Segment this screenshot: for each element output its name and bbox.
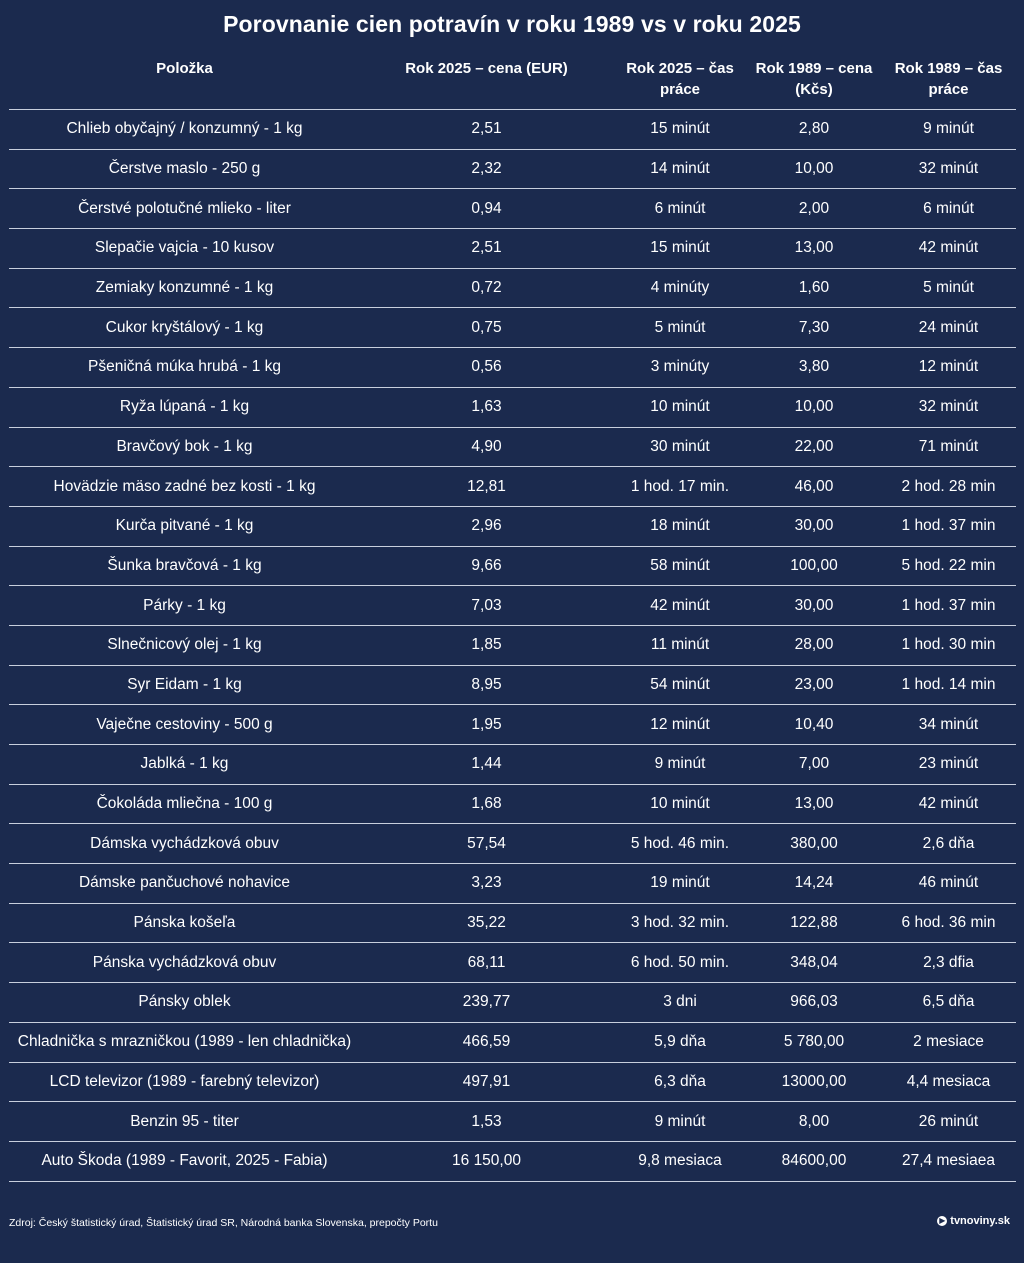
table-row	[9, 943, 1016, 983]
table-row	[9, 506, 1016, 546]
cell-worktime-2025: 15 minút	[613, 229, 747, 269]
cell-worktime-2025: 10 minút	[613, 387, 747, 427]
cell-price-2025: 12,81	[360, 467, 613, 507]
cell-worktime-2025: 14 minút	[613, 149, 747, 189]
cell-price-2025: 7,03	[360, 586, 613, 626]
table-row	[9, 546, 1016, 586]
cell-worktime-1989: 27,4 mesiaea	[881, 1141, 1016, 1181]
cell-price-2025: 9,66	[360, 546, 613, 586]
table-row	[9, 110, 1016, 150]
cell-worktime-2025: 11 minút	[613, 625, 747, 665]
cell-worktime-2025: 6 hod. 50 min.	[613, 943, 747, 983]
cell-price-2025: 1,95	[360, 705, 613, 745]
cell-price-2025: 4,90	[360, 427, 613, 467]
cell-worktime-1989: 1 hod. 37 min	[881, 586, 1016, 626]
cell-price-1989: 14,24	[747, 864, 881, 904]
cell-worktime-1989: 42 minút	[881, 229, 1016, 269]
cell-worktime-1989: 2,6 dňa	[881, 824, 1016, 864]
cell-worktime-2025: 18 minút	[613, 506, 747, 546]
cell-worktime-2025: 30 minút	[613, 427, 747, 467]
cell-worktime-1989: 12 minút	[881, 348, 1016, 388]
table-row	[9, 625, 1016, 665]
cell-worktime-1989: 1 hod. 37 min	[881, 506, 1016, 546]
table-row	[9, 387, 1016, 427]
table-row	[9, 308, 1016, 348]
cell-worktime-1989: 23 minút	[881, 745, 1016, 785]
play-circle-icon: ▶	[939, 1216, 946, 1225]
cell-item: Bravčový bok - 1 kg	[9, 427, 360, 467]
cell-item: Čokoláda mliečna - 100 g	[9, 784, 360, 824]
cell-price-2025: 1,68	[360, 784, 613, 824]
cell-price-1989: 3,80	[747, 348, 881, 388]
cell-price-2025: 1,63	[360, 387, 613, 427]
table-row	[9, 824, 1016, 864]
cell-worktime-2025: 42 minút	[613, 586, 747, 626]
cell-worktime-1989: 46 minút	[881, 864, 1016, 904]
cell-item: Benzin 95 - titer	[9, 1102, 360, 1142]
cell-worktime-1989: 24 minút	[881, 308, 1016, 348]
cell-price-1989: 2,80	[747, 110, 881, 150]
cell-price-1989: 13000,00	[747, 1062, 881, 1102]
cell-item: Kurča pitvané - 1 kg	[9, 506, 360, 546]
cell-worktime-1989: 6 minút	[881, 189, 1016, 229]
cell-worktime-1989: 4,4 mesiaca	[881, 1062, 1016, 1102]
cell-price-2025: 2,32	[360, 149, 613, 189]
table-row	[9, 1141, 1016, 1181]
cell-item: Pánsky oblek	[9, 983, 360, 1023]
cell-price-1989: 348,04	[747, 943, 881, 983]
cell-worktime-2025: 54 minút	[613, 665, 747, 705]
cell-worktime-1989: 5 hod. 22 min	[881, 546, 1016, 586]
cell-price-1989: 10,00	[747, 149, 881, 189]
table-row	[9, 1062, 1016, 1102]
cell-worktime-1989: 26 minút	[881, 1102, 1016, 1142]
cell-worktime-1989: 42 minút	[881, 784, 1016, 824]
cell-price-2025: 239,77	[360, 983, 613, 1023]
cell-price-2025: 2,96	[360, 506, 613, 546]
cell-item: Chlieb obyčajný / konzumný - 1 kg	[9, 110, 360, 150]
header-worktime-1989: Rok 1989 – čas práce	[881, 58, 1016, 110]
cell-price-1989: 966,03	[747, 983, 881, 1023]
table-row	[9, 149, 1016, 189]
cell-price-1989: 13,00	[747, 784, 881, 824]
source-note: Zdroj: Český štatistický úrad, Štatistický úrad SR, Národná banka Slovenska, prepočty Portu	[9, 1217, 438, 1229]
cell-item: Čerstvé polotučné mlieko - liter	[9, 189, 360, 229]
table-row	[9, 983, 1016, 1023]
table-row	[9, 229, 1016, 269]
cell-price-1989: 13,00	[747, 229, 881, 269]
cell-item: Ryža lúpaná - 1 kg	[9, 387, 360, 427]
cell-worktime-2025: 9 minút	[613, 745, 747, 785]
table-row	[9, 784, 1016, 824]
cell-worktime-2025: 6 minút	[613, 189, 747, 229]
table-header-row	[9, 58, 1016, 110]
page-title: Porovnanie cien potravín v roku 1989 vs v roku 2025	[223, 11, 801, 37]
cell-price-1989: 22,00	[747, 427, 881, 467]
cell-item: Pánska košeľa	[9, 903, 360, 943]
cell-worktime-1989: 34 minút	[881, 705, 1016, 745]
cell-price-2025: 2,51	[360, 110, 613, 150]
table-row	[9, 467, 1016, 507]
cell-price-1989: 23,00	[747, 665, 881, 705]
cell-item: LCD televizor (1989 - farebný televizor)	[9, 1062, 360, 1102]
cell-price-2025: 0,72	[360, 268, 613, 308]
cell-price-1989: 1,60	[747, 268, 881, 308]
cell-price-2025: 0,75	[360, 308, 613, 348]
cell-worktime-1989: 6 hod. 36 min	[881, 903, 1016, 943]
cell-worktime-2025: 5 minút	[613, 308, 747, 348]
table-row	[9, 189, 1016, 229]
cell-item: Vaječne cestoviny - 500 g	[9, 705, 360, 745]
cell-price-1989: 100,00	[747, 546, 881, 586]
table-row	[9, 705, 1016, 745]
cell-item: Párky - 1 kg	[9, 586, 360, 626]
cell-price-2025: 1,53	[360, 1102, 613, 1142]
table-row	[9, 268, 1016, 308]
cell-price-1989: 5 780,00	[747, 1022, 881, 1062]
table-row	[9, 903, 1016, 943]
brand-logo	[937, 1215, 1010, 1227]
cell-item: Dámska vychádzková obuv	[9, 824, 360, 864]
cell-price-2025: 2,51	[360, 229, 613, 269]
table-row	[9, 864, 1016, 904]
cell-worktime-2025: 15 minút	[613, 110, 747, 150]
cell-item: Slnečnicový olej - 1 kg	[9, 625, 360, 665]
cell-price-1989: 7,30	[747, 308, 881, 348]
cell-item: Auto Škoda (1989 - Favorit, 2025 - Fabia)	[9, 1141, 360, 1181]
cell-worktime-2025: 4 minúty	[613, 268, 747, 308]
header-price-2025: Rok 2025 – cena (EUR)	[360, 58, 613, 110]
cell-worktime-2025: 12 minút	[613, 705, 747, 745]
cell-item: Slepačie vajcia - 10 kusov	[9, 229, 360, 269]
cell-item: Šunka bravčová - 1 kg	[9, 546, 360, 586]
cell-worktime-1989: 9 minút	[881, 110, 1016, 150]
cell-worktime-2025: 3 minúty	[613, 348, 747, 388]
cell-price-2025: 497,91	[360, 1062, 613, 1102]
cell-worktime-2025: 9,8 mesiaca	[613, 1141, 747, 1181]
cell-price-2025: 1,44	[360, 745, 613, 785]
cell-worktime-2025: 1 hod. 17 min.	[613, 467, 747, 507]
cell-worktime-1989: 5 minút	[881, 268, 1016, 308]
cell-worktime-2025: 58 minút	[613, 546, 747, 586]
cell-item: Pšeničná múka hrubá - 1 kg	[9, 348, 360, 388]
cell-item: Pánska vychádzková obuv	[9, 943, 360, 983]
cell-worktime-1989: 2 hod. 28 min	[881, 467, 1016, 507]
table-row	[9, 427, 1016, 467]
cell-price-2025: 68,11	[360, 943, 613, 983]
cell-price-1989: 122,88	[747, 903, 881, 943]
cell-worktime-1989: 71 minút	[881, 427, 1016, 467]
cell-worktime-2025: 5,9 dňa	[613, 1022, 747, 1062]
cell-worktime-1989: 1 hod. 14 min	[881, 665, 1016, 705]
cell-worktime-1989: 2,3 dfia	[881, 943, 1016, 983]
cell-worktime-1989: 6,5 dňa	[881, 983, 1016, 1023]
cell-price-2025: 16 150,00	[360, 1141, 613, 1181]
cell-price-1989: 30,00	[747, 506, 881, 546]
cell-price-2025: 466,59	[360, 1022, 613, 1062]
cell-price-2025: 0,94	[360, 189, 613, 229]
cell-price-2025: 1,85	[360, 625, 613, 665]
cell-item: Jablká - 1 kg	[9, 745, 360, 785]
header-item: Položka	[9, 58, 360, 110]
cell-worktime-1989: 32 minút	[881, 149, 1016, 189]
cell-worktime-1989: 32 minút	[881, 387, 1016, 427]
cell-price-1989: 7,00	[747, 745, 881, 785]
cell-price-2025: 3,23	[360, 864, 613, 904]
cell-item: Cukor kryštálový - 1 kg	[9, 308, 360, 348]
cell-worktime-2025: 9 minút	[613, 1102, 747, 1142]
table-row	[9, 348, 1016, 388]
cell-price-2025: 57,54	[360, 824, 613, 864]
cell-price-1989: 28,00	[747, 625, 881, 665]
cell-item: Čerstve maslo - 250 g	[9, 149, 360, 189]
cell-price-1989: 10,40	[747, 705, 881, 745]
table-row	[9, 1022, 1016, 1062]
cell-item: Chladnička s mrazničkou (1989 - len chladnička)	[9, 1022, 360, 1062]
cell-item: Dámske pančuchové nohavice	[9, 864, 360, 904]
cell-price-1989: 46,00	[747, 467, 881, 507]
cell-worktime-1989: 1 hod. 30 min	[881, 625, 1016, 665]
header-worktime-2025: Rok 2025 – čas práce	[613, 58, 747, 110]
cell-price-1989: 30,00	[747, 586, 881, 626]
cell-price-1989: 2,00	[747, 189, 881, 229]
table-body	[9, 110, 1016, 1182]
cell-price-1989: 8,00	[747, 1102, 881, 1142]
table-row	[9, 1102, 1016, 1142]
cell-worktime-2025: 19 minút	[613, 864, 747, 904]
cell-worktime-1989: 2 mesiace	[881, 1022, 1016, 1062]
cell-price-1989: 380,00	[747, 824, 881, 864]
cell-price-2025: 35,22	[360, 903, 613, 943]
cell-price-1989: 10,00	[747, 387, 881, 427]
cell-worktime-2025: 5 hod. 46 min.	[613, 824, 747, 864]
cell-worktime-2025: 3 dni	[613, 983, 747, 1023]
cell-price-1989: 84600,00	[747, 1141, 881, 1181]
cell-item: Syr Eidam - 1 kg	[9, 665, 360, 705]
cell-item: Zemiaky konzumné - 1 kg	[9, 268, 360, 308]
table-row	[9, 745, 1016, 785]
cell-worktime-2025: 10 minút	[613, 784, 747, 824]
cell-price-2025: 8,95	[360, 665, 613, 705]
cell-worktime-2025: 3 hod. 32 min.	[613, 903, 747, 943]
logo-text: tvnoviny.sk	[950, 1215, 1010, 1227]
cell-worktime-2025: 6,3 dňa	[613, 1062, 747, 1102]
price-comparison-table	[9, 58, 1016, 1182]
table-row	[9, 586, 1016, 626]
header-price-1989: Rok 1989 – cena (Kčs)	[747, 58, 881, 110]
cell-item: Hovädzie mäso zadné bez kosti - 1 kg	[9, 467, 360, 507]
cell-price-2025: 0,56	[360, 348, 613, 388]
table-row	[9, 665, 1016, 705]
